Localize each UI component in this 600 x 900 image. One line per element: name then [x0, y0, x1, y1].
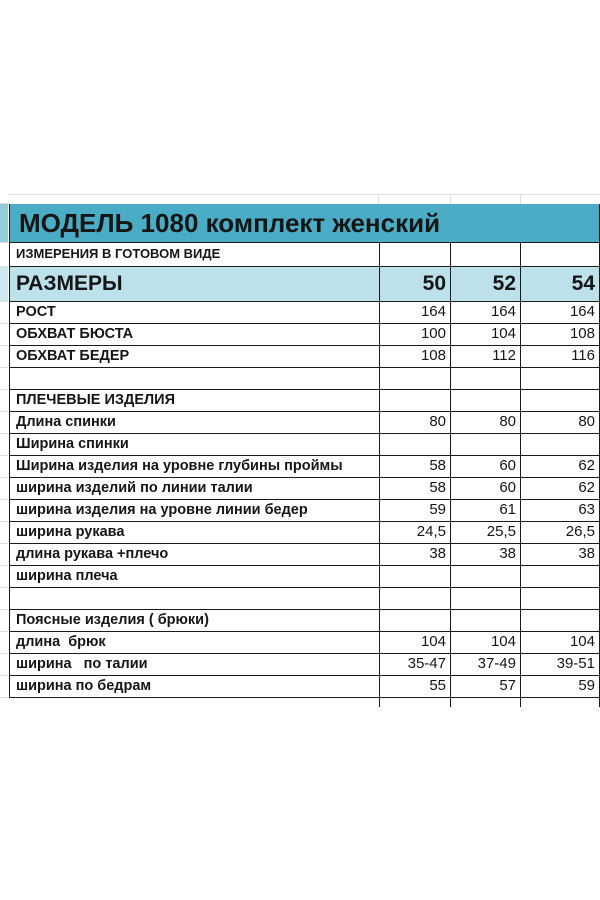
- row-value-2: [450, 566, 520, 587]
- row-label: ширина рукава: [16, 524, 125, 540]
- row-value-2: [450, 610, 520, 631]
- row-value-2: [450, 368, 520, 389]
- row-value-1: [379, 588, 450, 609]
- row-value-2: 104: [450, 324, 520, 345]
- sliver-cell: [0, 610, 8, 632]
- table-row: [9, 522, 600, 544]
- sliver-cell: [0, 267, 8, 302]
- sliver-cell: [0, 456, 8, 478]
- sliver-cell: [0, 434, 8, 456]
- row-value-1: 55: [379, 676, 450, 697]
- sliver-cell: [0, 243, 8, 267]
- row-value-3: [520, 566, 599, 587]
- sliver-cell: [0, 632, 8, 654]
- row-label: ширина плеча: [16, 568, 118, 584]
- sliver-cell: [0, 478, 8, 500]
- sliver-cell: [0, 544, 8, 566]
- table-title: МОДЕЛЬ 1080 комплект женский: [19, 207, 441, 238]
- row-value-1: 38: [379, 544, 450, 565]
- row-label: Длина спинки: [16, 414, 116, 430]
- table-row: [9, 434, 600, 456]
- row-value-3: [520, 368, 599, 389]
- size-col-header-52: 52: [450, 267, 520, 301]
- size-col-header-54: 54: [520, 267, 599, 301]
- row-value-1: [379, 610, 450, 631]
- row-label: длина рукава +плечо: [16, 546, 169, 562]
- size-table: [9, 204, 600, 707]
- row-value-1: 108: [379, 346, 450, 367]
- bottom-stub-cell: [520, 698, 599, 707]
- row-value-1: [379, 566, 450, 587]
- sliver-cell: [0, 204, 8, 243]
- size-table-body: [9, 302, 600, 698]
- sliver-cell: [0, 302, 8, 324]
- row-value-2: 60: [450, 456, 520, 477]
- table-title-row: [9, 204, 600, 243]
- row-value-3: 104: [520, 632, 599, 653]
- row-value-3: 63: [520, 500, 599, 521]
- sliver-cell: [0, 566, 8, 588]
- table-row: [9, 390, 600, 412]
- row-value-2: 60: [450, 478, 520, 499]
- row-value-3: 38: [520, 544, 599, 565]
- sliver-cell: [0, 698, 8, 707]
- sliver-cell: [0, 500, 8, 522]
- table-row: [9, 610, 600, 632]
- bottom-stub-cell: [9, 698, 379, 707]
- row-label: РОСТ: [16, 304, 56, 320]
- table-row: [9, 324, 600, 346]
- table-subtitle: ИЗМЕРЕНИЯ В ГОТОВОМ ВИДЕ: [16, 246, 221, 261]
- row-value-1: 80: [379, 412, 450, 433]
- row-value-2: 104: [450, 632, 520, 653]
- row-label: Поясные изделия ( брюки): [16, 612, 209, 628]
- left-column-sliver: [0, 194, 8, 707]
- row-value-3: [520, 390, 599, 411]
- row-value-2: 112: [450, 346, 520, 367]
- sliver-cell: [0, 412, 8, 434]
- table-row: [9, 676, 600, 698]
- table-row: [9, 632, 600, 654]
- table-row: [9, 500, 600, 522]
- table-row: [9, 478, 600, 500]
- row-value-1: [379, 434, 450, 455]
- row-value-2: [450, 588, 520, 609]
- size-col-header-50: 50: [379, 267, 450, 301]
- row-label: [10, 368, 379, 389]
- row-value-2: 25,5: [450, 522, 520, 543]
- row-value-2: 80: [450, 412, 520, 433]
- row-value-3: [520, 434, 599, 455]
- table-row: [9, 654, 600, 676]
- sliver-cell: [0, 654, 8, 676]
- row-value-1: 35-47: [379, 654, 450, 675]
- row-value-3: [520, 588, 599, 609]
- table-row: [9, 302, 600, 324]
- row-value-1: 164: [379, 302, 450, 323]
- row-value-3: 108: [520, 324, 599, 345]
- sliver-cell: [0, 676, 8, 698]
- row-label: ПЛЕЧЕВЫЕ ИЗДЕЛИЯ: [16, 392, 176, 408]
- row-value-1: [379, 368, 450, 389]
- table-row: [9, 346, 600, 368]
- sizes-header-row: [9, 267, 600, 302]
- row-value-2: 37-49: [450, 654, 520, 675]
- row-value-2: 57: [450, 676, 520, 697]
- row-value-1: 100: [379, 324, 450, 345]
- sliver-cell: [0, 390, 8, 412]
- row-value-1: 104: [379, 632, 450, 653]
- grid-prerow: [0, 194, 600, 204]
- row-label: ширина по бедрам: [16, 678, 152, 694]
- row-value-3: 80: [520, 412, 599, 433]
- row-value-1: 59: [379, 500, 450, 521]
- subtitle-empty-cell: [379, 243, 450, 266]
- sliver-cell: [0, 194, 8, 204]
- row-value-1: [379, 390, 450, 411]
- table-row: [9, 544, 600, 566]
- sliver-cell: [0, 522, 8, 544]
- row-value-1: 58: [379, 478, 450, 499]
- row-value-3: 62: [520, 478, 599, 499]
- row-label: ширина изделий по линии талии: [16, 480, 253, 496]
- row-label: ширина изделия на уровне линии бедер: [16, 502, 308, 518]
- row-value-3: 39-51: [520, 654, 599, 675]
- row-label: ширина по талии: [16, 656, 148, 672]
- bottom-stub-cell: [379, 698, 450, 707]
- table-row: [9, 412, 600, 434]
- bottom-stub-row: [9, 698, 600, 707]
- sliver-cell: [0, 368, 8, 390]
- table-row: [9, 588, 600, 610]
- table-row: [9, 566, 600, 588]
- table-row: [9, 456, 600, 478]
- row-value-2: 38: [450, 544, 520, 565]
- row-value-3: 116: [520, 346, 599, 367]
- row-label: Ширина спинки: [16, 436, 129, 452]
- row-value-3: 62: [520, 456, 599, 477]
- row-label: Ширина изделия на уровне глубины проймы: [16, 458, 343, 474]
- table-row: [9, 368, 600, 390]
- row-value-3: 59: [520, 676, 599, 697]
- sliver-cell: [0, 346, 8, 368]
- row-value-3: [520, 610, 599, 631]
- row-label: ОБХВАТ БЮСТА: [16, 326, 134, 342]
- row-value-1: 58: [379, 456, 450, 477]
- row-value-2: [450, 390, 520, 411]
- sizes-label: РАЗМЕРЫ: [16, 272, 123, 295]
- row-value-2: 61: [450, 500, 520, 521]
- row-value-2: [450, 434, 520, 455]
- row-label: [10, 588, 379, 609]
- row-value-2: 164: [450, 302, 520, 323]
- table-subtitle-row: [9, 243, 600, 267]
- sliver-cell: [0, 588, 8, 610]
- bottom-stub-cell: [450, 698, 520, 707]
- row-label: ОБХВАТ БЕДЕР: [16, 348, 130, 364]
- row-value-3: 26,5: [520, 522, 599, 543]
- row-value-3: 164: [520, 302, 599, 323]
- row-label: длина брюк: [16, 634, 106, 650]
- subtitle-empty-cell: [450, 243, 520, 266]
- subtitle-empty-cell: [520, 243, 599, 266]
- row-value-1: 24,5: [379, 522, 450, 543]
- sliver-cell: [0, 324, 8, 346]
